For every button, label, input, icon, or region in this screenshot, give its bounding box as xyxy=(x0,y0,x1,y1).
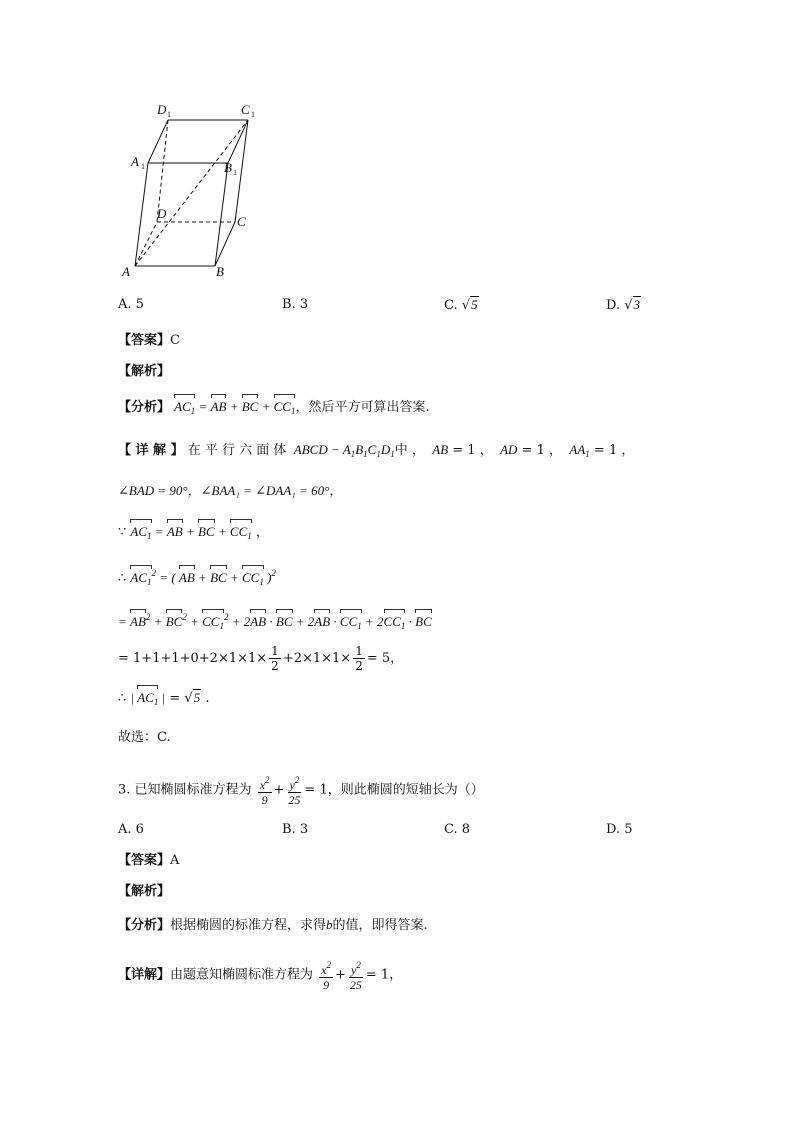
q2-option-a: A. 5 xyxy=(118,297,144,312)
svg-text:1: 1 xyxy=(251,110,255,119)
q3-stem: 3. 已知椭圆标准方程为 $\frac{x^2}{9}$ + $\frac{y^2}{25}$ = 1，则此椭圆的短轴长为（） xyxy=(118,775,484,807)
q3-fenxi: 【分析】根据椭圆的标准方程，求得b的值，即得答案. xyxy=(118,917,428,933)
q3-option-b: B. 3 xyxy=(282,822,309,837)
q2-sum-line: = 1+1+1+0+2×1×1× $\frac{1}{2}$ +2×1×1× $\frac{1}{2}$ = 5， xyxy=(118,644,404,673)
q3-xiangjie: 【详解】由题意知椭圆标准方程为 $\frac{x^2}{9}$ + $\frac{y^2}{25}$ = 1， xyxy=(118,960,403,992)
q3-option-c: C. 8 xyxy=(444,822,471,837)
q2-option-b: B. 3 xyxy=(282,297,309,312)
label-D: D xyxy=(157,206,167,221)
label-C: C xyxy=(237,214,246,229)
svg-text:1: 1 xyxy=(233,168,237,177)
q2-conclusion: 故选：C. xyxy=(118,730,171,745)
q3-answer: 【答案】A xyxy=(118,853,180,868)
q2-norm: ∴ | $AC_1$ | = √5 . xyxy=(118,690,209,710)
q3-analysis-heading: 【解析】 xyxy=(118,884,171,899)
q3-option-a: A. 6 xyxy=(118,822,144,837)
q2-vector-sum: ∵ $AC_1$ = AB + BC + $CC_1$ ， xyxy=(118,524,269,544)
q3-option-d: D. 5 xyxy=(606,822,633,837)
label-C1: C xyxy=(241,102,250,117)
q2-square: ∴ $AC_1^2$ = ( AB + BC + $CC_1$ )$^2$ xyxy=(118,565,276,590)
label-A1: A xyxy=(131,154,139,169)
svg-text:1: 1 xyxy=(141,162,145,171)
label-B1: B xyxy=(224,160,232,175)
q2-fenxi: 【分析】 $AC_1$ = AB + BC + $CC_1$，然后平方可算出答案. xyxy=(118,399,430,419)
q2-xiangjie: 【 详 解 】 在 平 行 六 面 体 ABCD − $A_1B_1C_1D_1$中 ， AB = 1 ， AD = 1 ， $AA_1 = 1$ ， xyxy=(118,442,635,459)
label-B: B xyxy=(216,264,224,279)
label-A: A xyxy=(122,264,130,279)
q2-option-c: C. √5 xyxy=(444,297,478,313)
label-D1: D xyxy=(157,102,167,117)
q2-expand: = $AB^2 + BC^2 + CC_1^2 + 2AB$ · BC + $2AB \cdot CC_1 + 2CC_1$ · BC xyxy=(118,609,432,634)
q2-angle-line: ∠BAD = 90°，∠BAA₁ = ∠DAA₁ = 60°， xyxy=(118,483,343,498)
q2-analysis-heading: 【解析】 xyxy=(118,364,171,379)
q2-answer: 【答案】C xyxy=(118,333,180,348)
q2-option-d: D. √3 xyxy=(606,297,641,313)
parallelepiped-figure xyxy=(115,98,275,288)
svg-text:1: 1 xyxy=(167,110,171,119)
